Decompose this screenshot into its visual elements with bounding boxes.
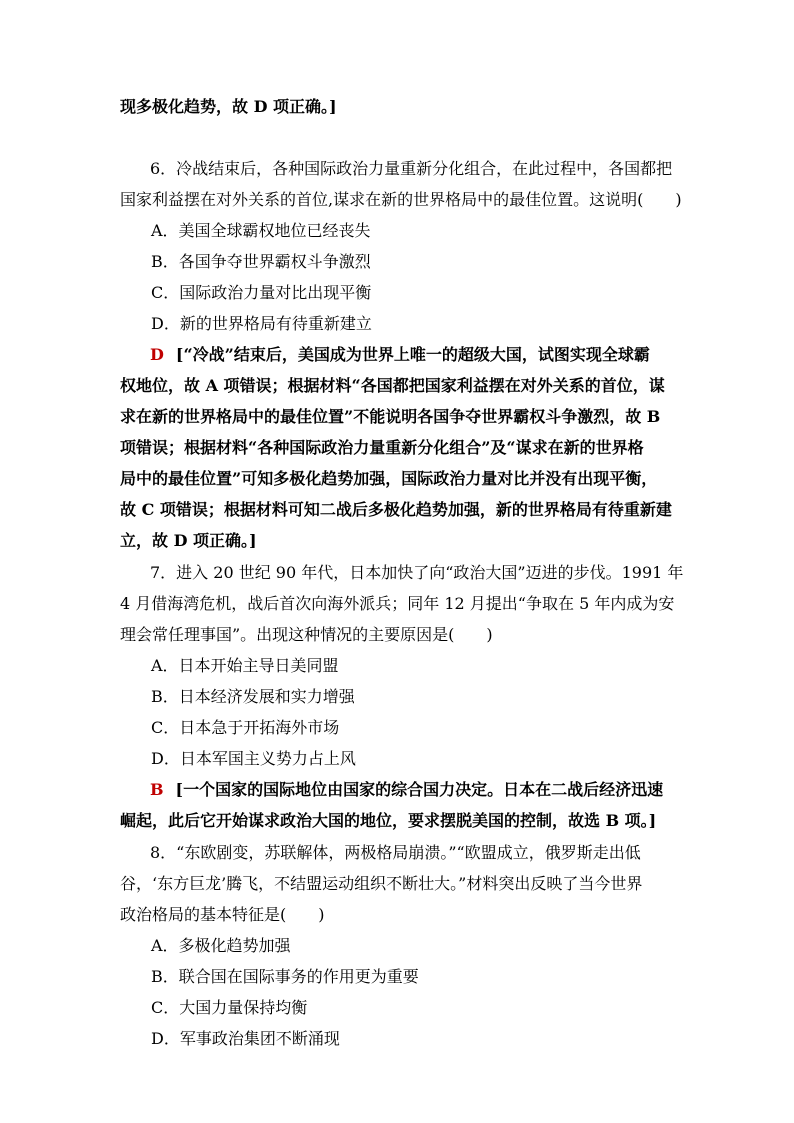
q6-explanation-line-7: 立，故 D 项正确。] bbox=[120, 531, 257, 550]
q7-explanation-text: [一个国家的国际地位由国家的综合国力决定。日本在二战后经济迅速 bbox=[175, 780, 664, 799]
q7-stem-line-1: 7．进入 20 世纪 90 年代，日本加快了向“政治大国”迈进的步伐。1991 年 bbox=[150, 563, 684, 582]
q7-answer: B bbox=[150, 780, 164, 799]
q6-stem-line-1: 6．冷战结束后，各种国际政治力量重新分化组合，在此过程中，各国都把 bbox=[150, 159, 673, 178]
q8-option-b: B．联合国在国际事务的作用更为重要 bbox=[151, 967, 419, 986]
q6-explanation-text: [“冷战”结束后，美国成为世界上唯一的超级大国，试图实现全球霸 bbox=[175, 345, 650, 364]
q8-stem-line-2: 谷，‘东方巨龙’腾飞，不结盟运动组织不断壮大。”材料突出反映了当今世界 bbox=[120, 874, 643, 893]
previous-explanation-tail: 现多极化趋势，故 D 项正确。] bbox=[120, 97, 337, 116]
q6-stem-line-2: 国家利益摆在对外关系的首位,谋求在新的世界格局中的最佳位置。这说明( ) bbox=[120, 190, 682, 209]
q6-explanation-line-5: 局中的最佳位置”可知多极化趋势加强，国际政治力量对比并没有出现平衡， bbox=[120, 469, 658, 488]
q8-option-c: C．大国力量保持均衡 bbox=[151, 998, 308, 1017]
q7-option-d: D．日本军国主义势力占上风 bbox=[151, 749, 356, 768]
q6-answer: D bbox=[150, 345, 164, 364]
q7-option-a: A．日本开始主导日美同盟 bbox=[151, 656, 339, 675]
q6-explanation-line-1 bbox=[150, 339, 650, 370]
q6-explanation-line-6: 故 C 项错误；根据材料可知二战后多极化趋势加强，新的世界格局有待重新建 bbox=[120, 500, 672, 519]
q7-option-c: C．日本急于开拓海外市场 bbox=[151, 718, 340, 737]
q6-option-a: A．美国全球霸权地位已经丧失 bbox=[151, 221, 371, 240]
q7-stem-line-2: 4 月借海湾危机，战后首次向海外派兵；同年 12 月提出“争取在 5 年内成为安 bbox=[120, 594, 675, 613]
q8-option-a: A．多极化趋势加强 bbox=[151, 936, 291, 955]
q6-option-d: D．新的世界格局有待重新建立 bbox=[151, 314, 372, 333]
q7-explanation-line-2: 崛起，此后它开始谋求政治大国的地位，要求摆脱美国的控制，故选 B 项。] bbox=[120, 811, 657, 830]
q7-option-b: B．日本经济发展和实力增强 bbox=[151, 687, 355, 706]
q6-explanation-line-3: 求在新的世界格局中的最佳位置”不能说明各国争夺世界霸权斗争激烈，故 B bbox=[120, 407, 661, 426]
q7-stem-line-3: 理会常任理事国”。出现这种情况的主要原因是( ) bbox=[120, 625, 493, 644]
q8-option-d: D．军事政治集团不断涌现 bbox=[151, 1029, 340, 1048]
q8-stem-line-3: 政治格局的基本特征是( ) bbox=[120, 905, 325, 924]
q6-explanation-line-2: 权地位，故 A 项错误；根据材料“各国都把国家利益摆在对外关系的首位，谋 bbox=[120, 376, 665, 395]
q7-explanation-line-1 bbox=[150, 774, 663, 805]
q6-explanation-line-4: 项错误；根据材料“各种国际政治力量重新分化组合”及“谋求在新的世界格 bbox=[120, 438, 644, 457]
q6-option-b: B．各国争夺世界霸权斗争激烈 bbox=[151, 252, 371, 271]
q6-option-c: C．国际政治力量对比出现平衡 bbox=[151, 283, 372, 302]
q8-stem-line-1: 8．“东欧剧变，苏联解体，两极格局崩溃。”“欧盟成立，俄罗斯走出低 bbox=[150, 843, 641, 862]
